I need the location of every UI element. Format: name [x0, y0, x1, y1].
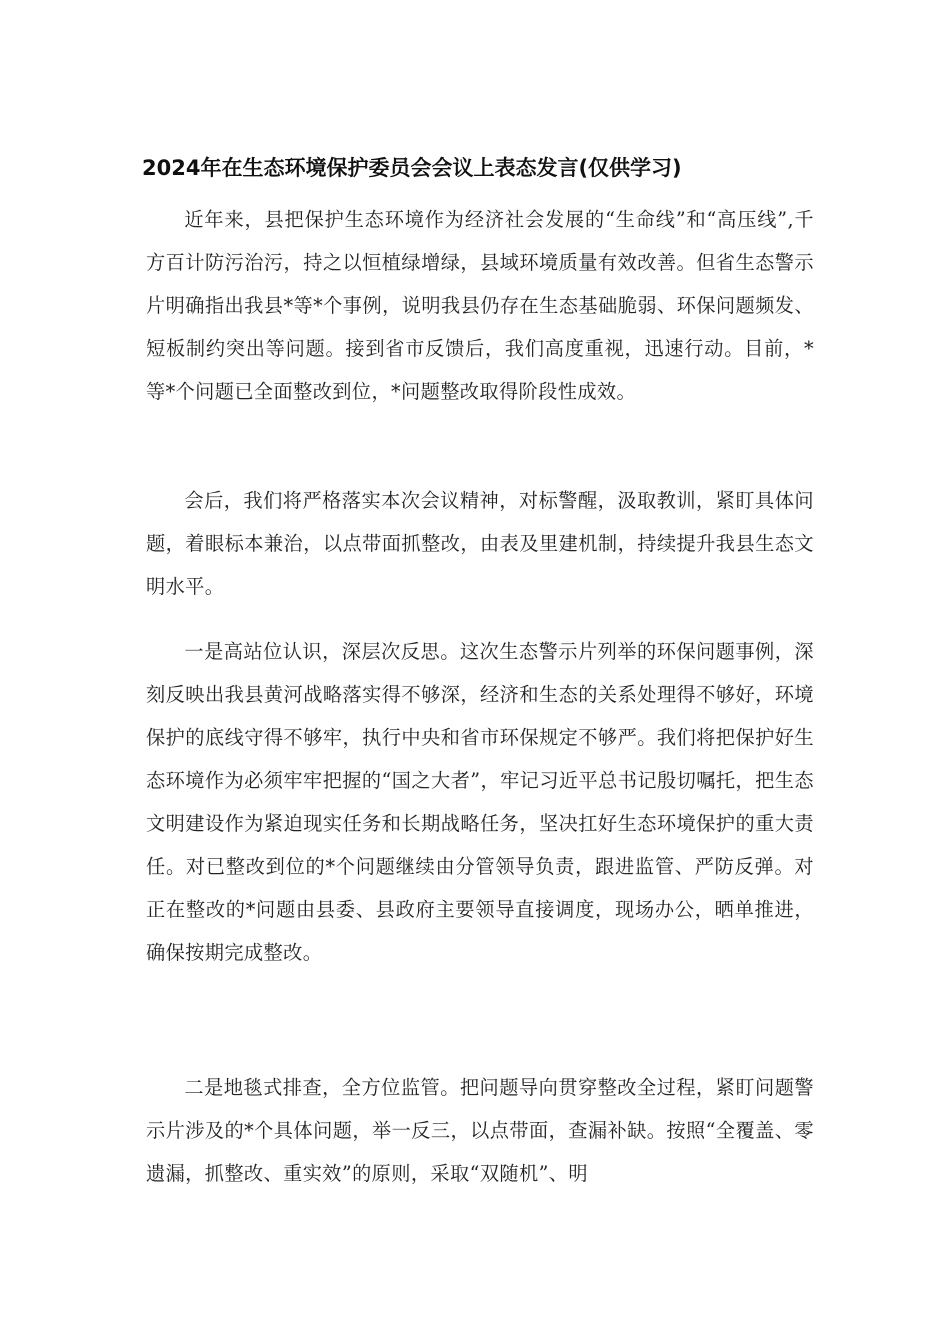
paragraph-intro: 近年来，县把保护生态环境作为经济社会发展的“生命线”和“高压线”,千方百计防污治污，持之以恒植绿增绿，县域环境质量有效改善。但省生态警示片明确指出我县*等*个事例，说明我县仍存在生态基础脆弱、环保问题频发、短板制约突出等问题。接到省市反馈后，我们高度重视，迅速行动。目前，*等*个问题已全面整改到位，*问题整改取得阶段性成效。 [146, 208, 814, 403]
paragraph-point-two: 二是地毯式排查，全方位监管。把问题导向贯穿整改全过程，紧盯问题警示片涉及的*个具体问题，举一反三，以点带面，查漏补缺。按照“全覆盖、零遗漏，抓整改、重实效”的原则，采取“双随机”、明 [146, 1076, 814, 1185]
document-title: 2024年在生态环境保护委员会会议上表态发言(仅供学习) [142, 156, 682, 180]
paragraph-commitment: 会后，我们将严格落实本次会议精神，对标警醒，汲取教训，紧盯具体问题，着眼标本兼治，以点带面抓整改，由表及里建机制，持续提升我县生态文明水平。 [146, 489, 814, 598]
paragraph-point-one: 一是高站位认识，深层次反思。这次生态警示片列举的环保问题事例，深刻反映出我县黄河战略落实得不够深，经济和生态的关系处理得不够好，环境保护的底线守得不够牢，执行中央和省市环保规定不够严。我们将把保护好生态环境作为必须牢牢把握的“国之大者”，牢记习近平总书记殷切嘱托，把生态文明建设作为紧迫现实任务和长期战略任务，坚决扛好生态环境保护的重大责任。对已整改到位的*个问题继续由分管领导负责，跟进监管、严防反弹。对正在整改的*问题由县委、县政府主要领导直接调度，现场办公，晒单推进，确保按期完成整改。 [146, 640, 814, 964]
